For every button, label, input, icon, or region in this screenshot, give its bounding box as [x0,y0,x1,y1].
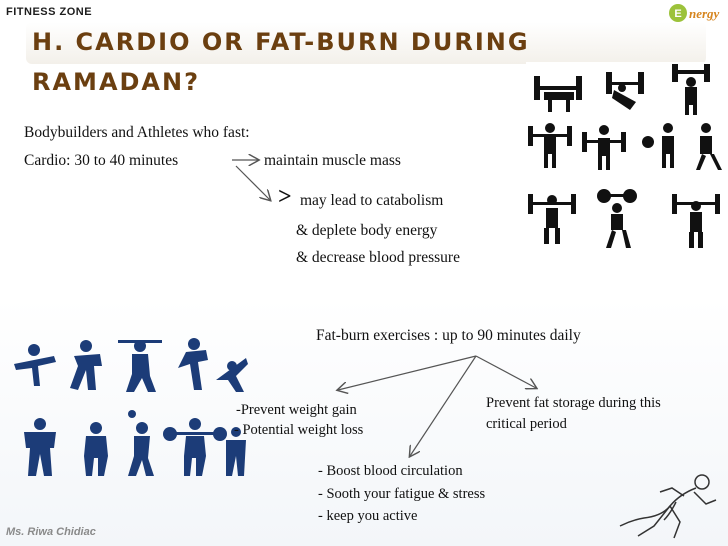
page-title: H. CARDIO OR FAT-BURN DURING RAMADAN? [26,22,706,64]
benefit-left-1: -Prevent weight gain [236,402,357,418]
benefit-right-2: critical period [486,416,567,432]
fitness-silhouettes [10,336,250,486]
gt-symbol: > [278,184,292,210]
fatburn-heading: Fat-burn exercises : up to 90 minutes daily [316,327,581,344]
arrow-icon [236,166,270,200]
benefit-right-1: Prevent fat storage during this [486,395,661,411]
cardio-duration: Cardio: 30 to 40 minutes [24,152,179,169]
brand-logo: FITNESS ZONE [6,6,93,18]
svg-text:nergy: nergy [689,6,720,21]
benefit-left-2: - Potential weight loss [234,422,364,438]
author-footer: Ms. Riwa Chidiac [6,526,96,538]
benefit-mid-3: - keep you active [318,508,418,524]
weightlifter-silhouettes [526,62,728,262]
energy-logo [668,2,722,24]
benefit-mid-1: - Boost blood circulation [318,463,463,479]
catabolism-text: may lead to catabolism [300,192,444,209]
runner-sketch [614,466,724,544]
deplete-text: & deplete body energy [296,222,438,239]
maintain-text: maintain muscle mass [264,152,401,169]
benefit-mid-2: - Sooth your fatigue & stress [318,486,486,502]
svg-text:E: E [674,8,682,20]
blood-pressure-text: & decrease blood pressure [296,249,460,266]
cardio-heading: Bodybuilders and Athletes who fast: [24,124,250,141]
